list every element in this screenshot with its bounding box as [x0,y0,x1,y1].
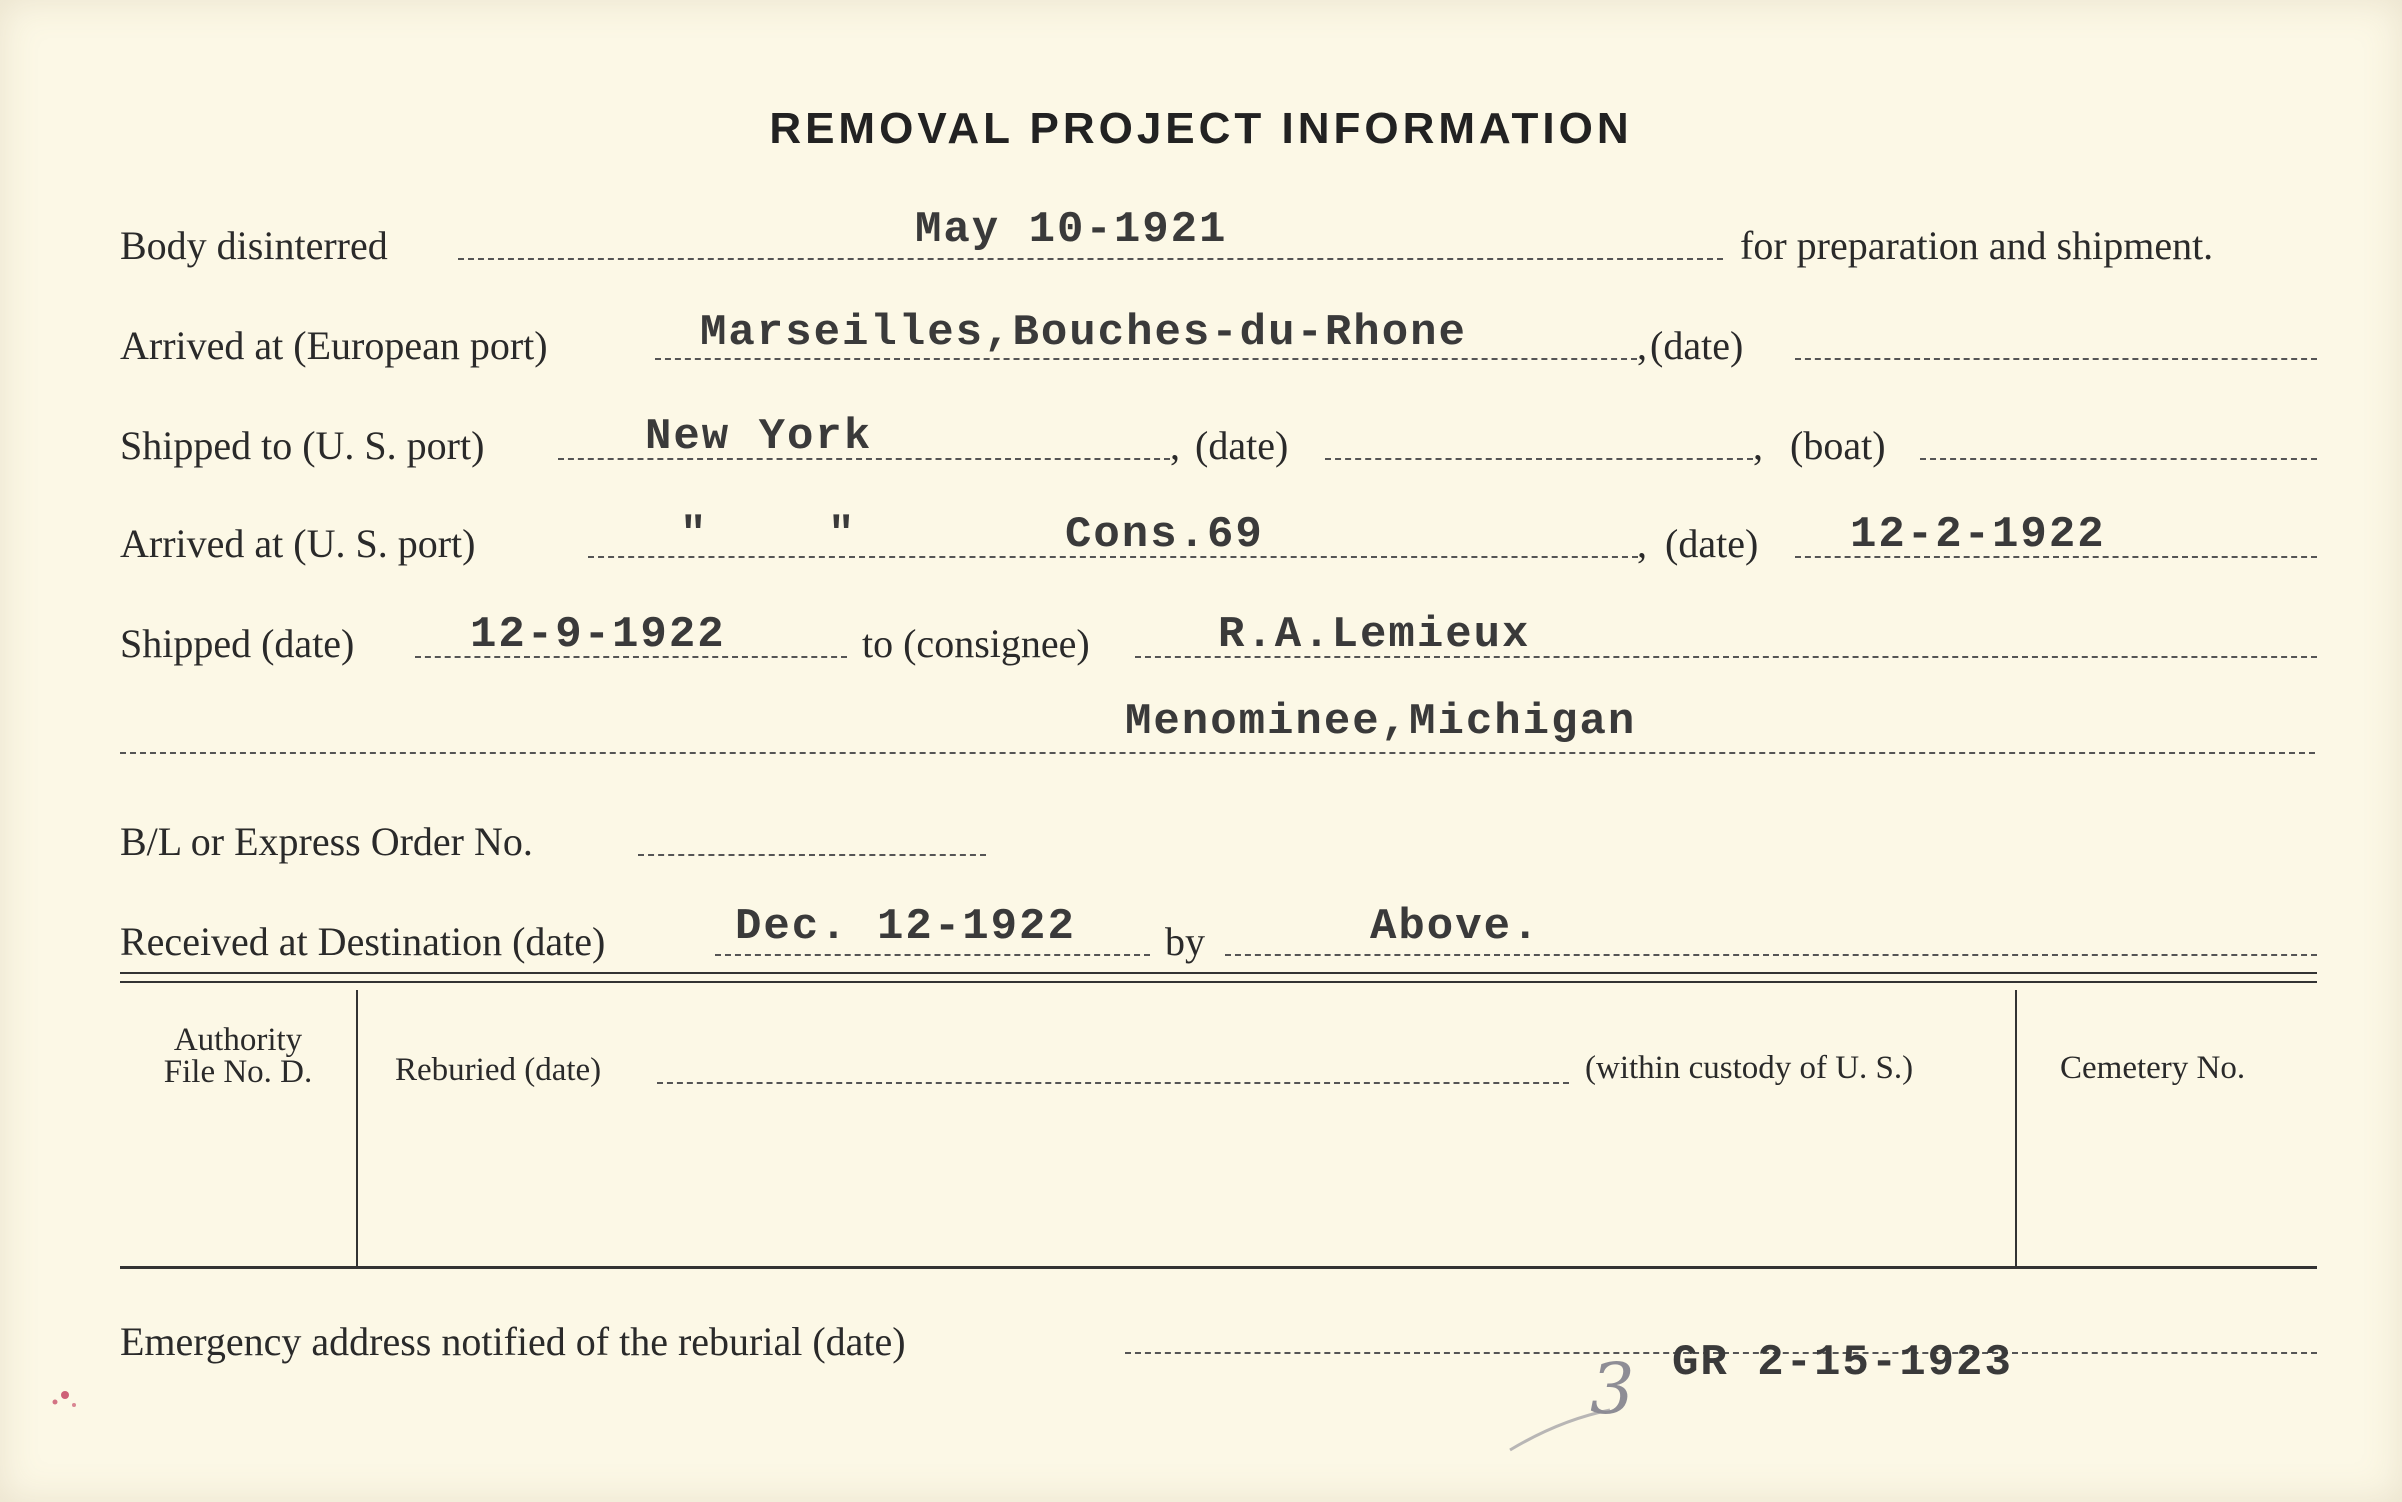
label-arrived-us-port: Arrived at (U. S. port) [120,521,476,566]
value-consignee-name: R.A.Lemieux [1218,610,1531,660]
label-date: (date) [1665,521,1759,566]
label-bl-express-order: B/L or Express Order No. [120,819,533,864]
value-european-port: Marseilles,Bouches-du-Rhone [700,308,1467,358]
label-within-custody: (within custody of U. S.) [1585,1050,1914,1086]
value-ditto-mark: " [680,510,709,560]
label-for-preparation: for preparation and shipment. [1740,223,2214,268]
label-file-no: File No. D. [163,1054,313,1090]
comma: , [1637,323,1647,368]
label-emergency-address: Emergency address notified of the reburial (date) [120,1319,906,1364]
value-received-by: Above. [1370,902,1541,952]
value-arrived-us-date: 12-2-1922 [1850,510,2106,560]
label-received-at-destination: Received at Destination (date) [120,919,606,964]
label-boat: (boat) [1790,423,1886,468]
label-to-consignee: to (consignee) [862,621,1090,666]
dotted-line [657,1082,1569,1084]
label-body-disinterred: Body disinterred [120,223,388,268]
dotted-line [1920,458,2317,460]
value-received-date: Dec. 12-1922 [735,902,1076,952]
value-us-port: New York [645,412,873,462]
label-shipped-date: Shipped (date) [120,621,355,666]
box-bottom-rule [120,1266,2317,1269]
double-rule-bottom [120,981,2317,983]
dotted-line [1325,458,1753,460]
label-cemetery-no: Cemetery No. [2060,1050,2246,1086]
double-rule-top [120,972,2317,974]
value-consignment-number: Cons.69 [1065,510,1264,560]
comma: , [1170,423,1180,468]
dotted-line [1795,358,2317,360]
dotted-line [458,258,1723,260]
dotted-line [715,954,1150,956]
handwritten-mark: 3 [1590,1348,1635,1430]
box-divider-left [356,990,358,1268]
dotted-line [638,854,986,856]
value-disinterred-date: May 10-1921 [915,205,1228,255]
label-authority: Authority [173,1022,303,1058]
ink-speck [40,1380,90,1420]
label-date: (date) [1650,323,1744,368]
value-ditto-mark: " [828,510,857,560]
value-consignee-address: Menominee,Michigan [1125,697,1637,747]
label-arrived-european-port: Arrived at (European port) [120,323,548,368]
label-reburied-date: Reburied (date) [395,1052,602,1088]
label-shipped-to-us-port: Shipped to (U. S. port) [120,423,485,468]
comma: , [1753,423,1763,468]
dotted-line [655,358,1637,360]
comma: , [1637,521,1647,566]
box-divider-right [2015,990,2017,1268]
dotted-line [120,752,2315,754]
label-by: by [1165,919,1205,964]
pencil-stroke [1500,1380,1660,1470]
label-date: (date) [1195,423,1289,468]
dotted-line [1225,954,2317,956]
page-title: REMOVAL PROJECT INFORMATION [769,104,1633,153]
value-shipped-date: 12-9-1922 [470,610,726,660]
value-emergency-date: GR 2-15-1923 [1672,1338,2013,1388]
